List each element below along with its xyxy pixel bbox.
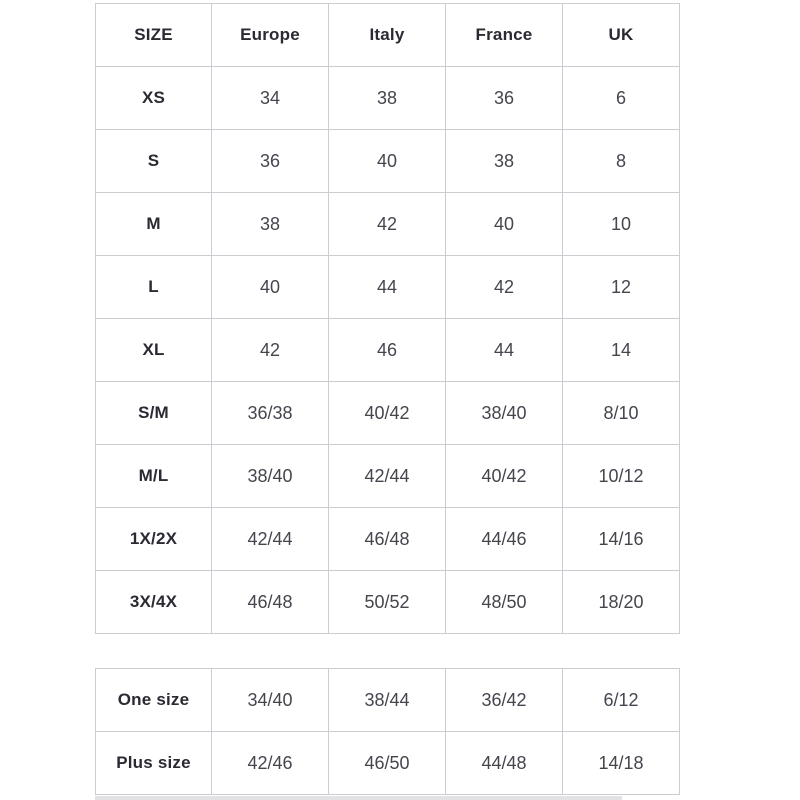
cell-italy: 42/44 — [329, 445, 446, 508]
cell-europe: 36 — [212, 130, 329, 193]
row-label: 3X/4X — [96, 571, 212, 634]
cell-europe: 46/48 — [212, 571, 329, 634]
column-header-italy: Italy — [329, 4, 446, 67]
table-row — [96, 256, 680, 319]
cell-italy: 38/44 — [329, 669, 446, 732]
cell-france: 48/50 — [446, 571, 563, 634]
cell-italy: 44 — [329, 256, 446, 319]
cell-europe: 34/40 — [212, 669, 329, 732]
cell-france: 44 — [446, 319, 563, 382]
cell-italy: 46/50 — [329, 732, 446, 795]
cell-france: 42 — [446, 256, 563, 319]
cell-italy: 38 — [329, 67, 446, 130]
row-label: L — [96, 256, 212, 319]
cell-europe: 42/46 — [212, 732, 329, 795]
cell-uk: 14/16 — [563, 508, 680, 571]
cell-france: 38 — [446, 130, 563, 193]
table-row — [96, 669, 680, 732]
table-row — [96, 732, 680, 795]
special-sizes-table — [95, 668, 680, 795]
cell-italy: 46/48 — [329, 508, 446, 571]
cell-france: 36 — [446, 67, 563, 130]
size-conversion-table — [95, 3, 680, 634]
cell-italy: 40 — [329, 130, 446, 193]
row-label: S/M — [96, 382, 212, 445]
table-row — [96, 445, 680, 508]
cell-italy: 42 — [329, 193, 446, 256]
cell-italy: 46 — [329, 319, 446, 382]
row-label: S — [96, 130, 212, 193]
cell-europe: 38/40 — [212, 445, 329, 508]
header-row — [96, 4, 680, 67]
cell-europe: 38 — [212, 193, 329, 256]
cell-uk: 14/18 — [563, 732, 680, 795]
cell-uk: 10 — [563, 193, 680, 256]
cell-uk: 12 — [563, 256, 680, 319]
cell-uk: 6 — [563, 67, 680, 130]
column-header-france: France — [446, 4, 563, 67]
table-row — [96, 508, 680, 571]
column-header-europe: Europe — [212, 4, 329, 67]
cell-europe: 34 — [212, 67, 329, 130]
cell-europe: 40 — [212, 256, 329, 319]
row-label: M/L — [96, 445, 212, 508]
cell-europe: 42 — [212, 319, 329, 382]
cell-france: 36/42 — [446, 669, 563, 732]
row-label: XS — [96, 67, 212, 130]
cell-france: 40/42 — [446, 445, 563, 508]
cell-france: 40 — [446, 193, 563, 256]
row-label: One size — [96, 669, 212, 732]
cell-france: 38/40 — [446, 382, 563, 445]
cell-italy: 40/42 — [329, 382, 446, 445]
cell-france: 44/48 — [446, 732, 563, 795]
cell-uk: 14 — [563, 319, 680, 382]
row-label: M — [96, 193, 212, 256]
cell-uk: 8 — [563, 130, 680, 193]
table-row — [96, 193, 680, 256]
table-row — [96, 67, 680, 130]
cell-uk: 18/20 — [563, 571, 680, 634]
row-label: 1X/2X — [96, 508, 212, 571]
cell-europe: 42/44 — [212, 508, 329, 571]
row-label: XL — [96, 319, 212, 382]
cell-italy: 50/52 — [329, 571, 446, 634]
cutoff-bottom-element — [95, 796, 622, 800]
row-label: Plus size — [96, 732, 212, 795]
table-row — [96, 571, 680, 634]
cell-france: 44/46 — [446, 508, 563, 571]
cell-uk: 8/10 — [563, 382, 680, 445]
cell-uk: 6/12 — [563, 669, 680, 732]
cell-europe: 36/38 — [212, 382, 329, 445]
column-header-size: SIZE — [96, 4, 212, 67]
table-row — [96, 382, 680, 445]
table-row — [96, 319, 680, 382]
column-header-uk: UK — [563, 4, 680, 67]
table-row — [96, 130, 680, 193]
cell-uk: 10/12 — [563, 445, 680, 508]
